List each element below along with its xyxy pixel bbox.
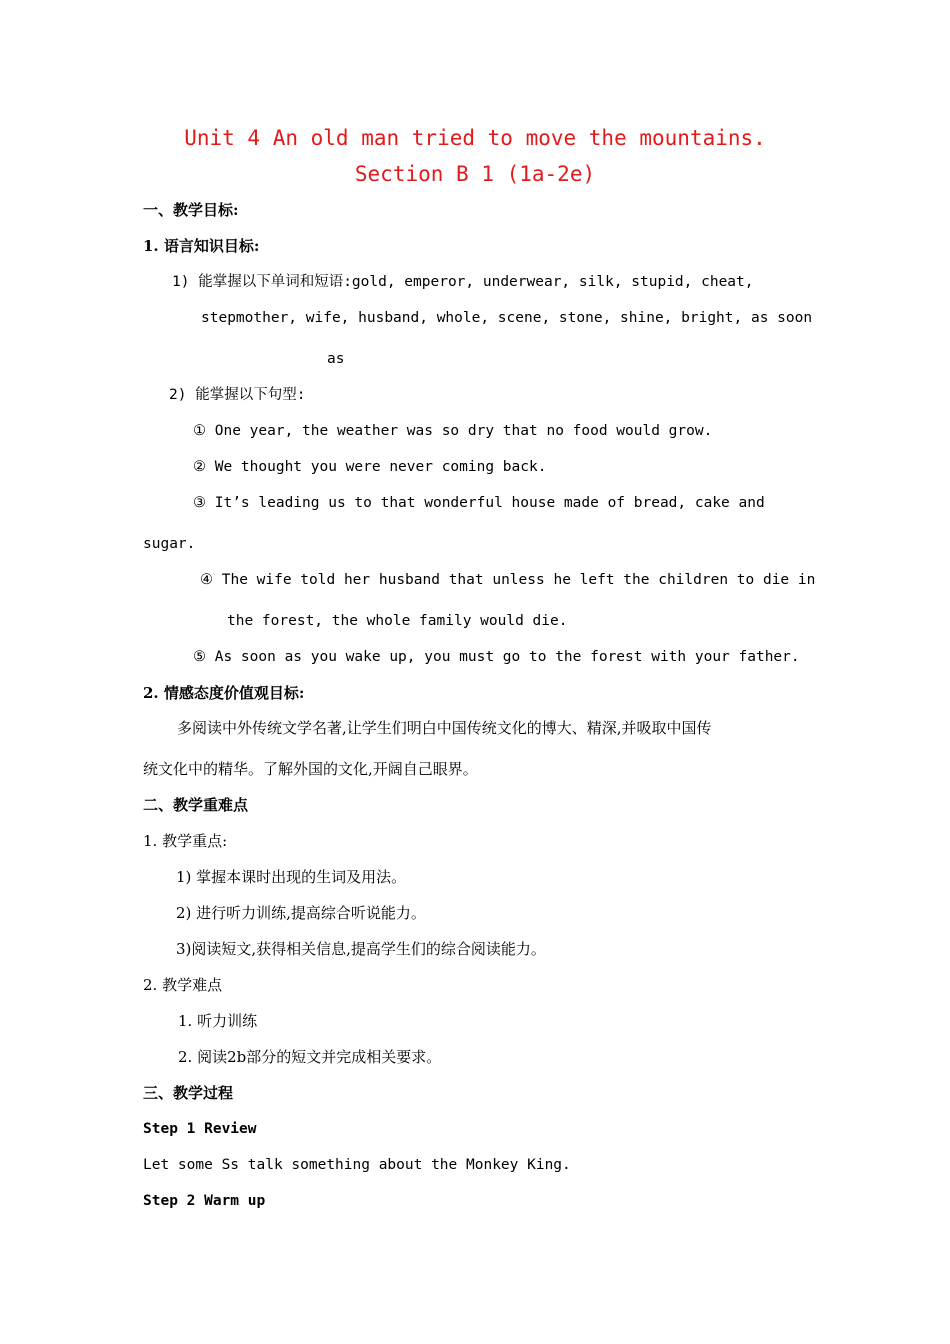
sentence-5: ⑤ As soon as you wake up, you must go to the forest with your father. xyxy=(193,649,800,665)
sentence-1: ① One year, the weather was so dry that no food would grow. xyxy=(193,423,713,439)
sentence-patterns-heading: 2) 能掌握以下句型: xyxy=(169,387,306,403)
difficult-point-1: 1. 听力训练 xyxy=(178,1012,258,1030)
objective-language-heading: 1. 语言知识目标: xyxy=(143,237,260,255)
key-point-1: 1) 掌握本课时出现的生词及用法。 xyxy=(176,868,407,886)
section-heading-objectives: 一、教学目标: xyxy=(143,201,239,219)
vocabulary-line-1: 1) 能掌握以下单词和短语:gold, emperor, underwear, silk, stupid, cheat, xyxy=(172,274,754,290)
vocabulary-line-3: as xyxy=(327,351,345,367)
document-subtitle: Section B 1 (1a-2e) xyxy=(354,162,596,186)
difficult-point-2: 2. 阅读2b部分的短文并完成相关要求。 xyxy=(178,1048,442,1066)
document-title: Unit 4 An old man tried to move the mountains. xyxy=(184,126,766,150)
sentence-4-line-1: ④ The wife told her husband that unless he left the children to die in xyxy=(200,572,816,588)
emotion-text-line-1: 多阅读中外传统文学名著,让学生们明白中国传统文化的博大、精深,并吸取中国传 xyxy=(177,719,712,737)
key-points-heading: 1. 教学重点: xyxy=(143,832,228,850)
sentence-2: ② We thought you were never coming back. xyxy=(193,459,547,475)
step-1-heading: Step 1 Review xyxy=(143,1121,257,1137)
section-heading-process: 三、教学过程 xyxy=(143,1084,234,1102)
difficult-points-heading: 2. 教学难点 xyxy=(143,976,223,994)
objective-emotion-heading: 2. 情感态度价值观目标: xyxy=(143,684,305,702)
vocabulary-line-2: stepmother, wife, husband, whole, scene, stone, shine, bright, as soon xyxy=(201,310,813,326)
sentence-3-line-2: sugar. xyxy=(143,536,196,552)
key-point-2: 2) 进行听力训练,提高综合听说能力。 xyxy=(176,904,426,922)
section-heading-key-points: 二、教学重难点 xyxy=(143,796,249,814)
step-1-text: Let some Ss talk something about the Monkey King. xyxy=(143,1157,571,1173)
key-point-3: 3)阅读短文,获得相关信息,提高学生们的综合阅读能力。 xyxy=(176,940,546,958)
sentence-3-line-1: ③ It’s leading us to that wonderful house made of bread, cake and xyxy=(193,495,765,511)
step-2-heading: Step 2 Warm up xyxy=(143,1193,266,1209)
emotion-text-line-2: 统文化中的精华。了解外国的文化,开阔自己眼界。 xyxy=(143,760,478,778)
sentence-4-line-2: the forest, the whole family would die. xyxy=(227,613,568,629)
